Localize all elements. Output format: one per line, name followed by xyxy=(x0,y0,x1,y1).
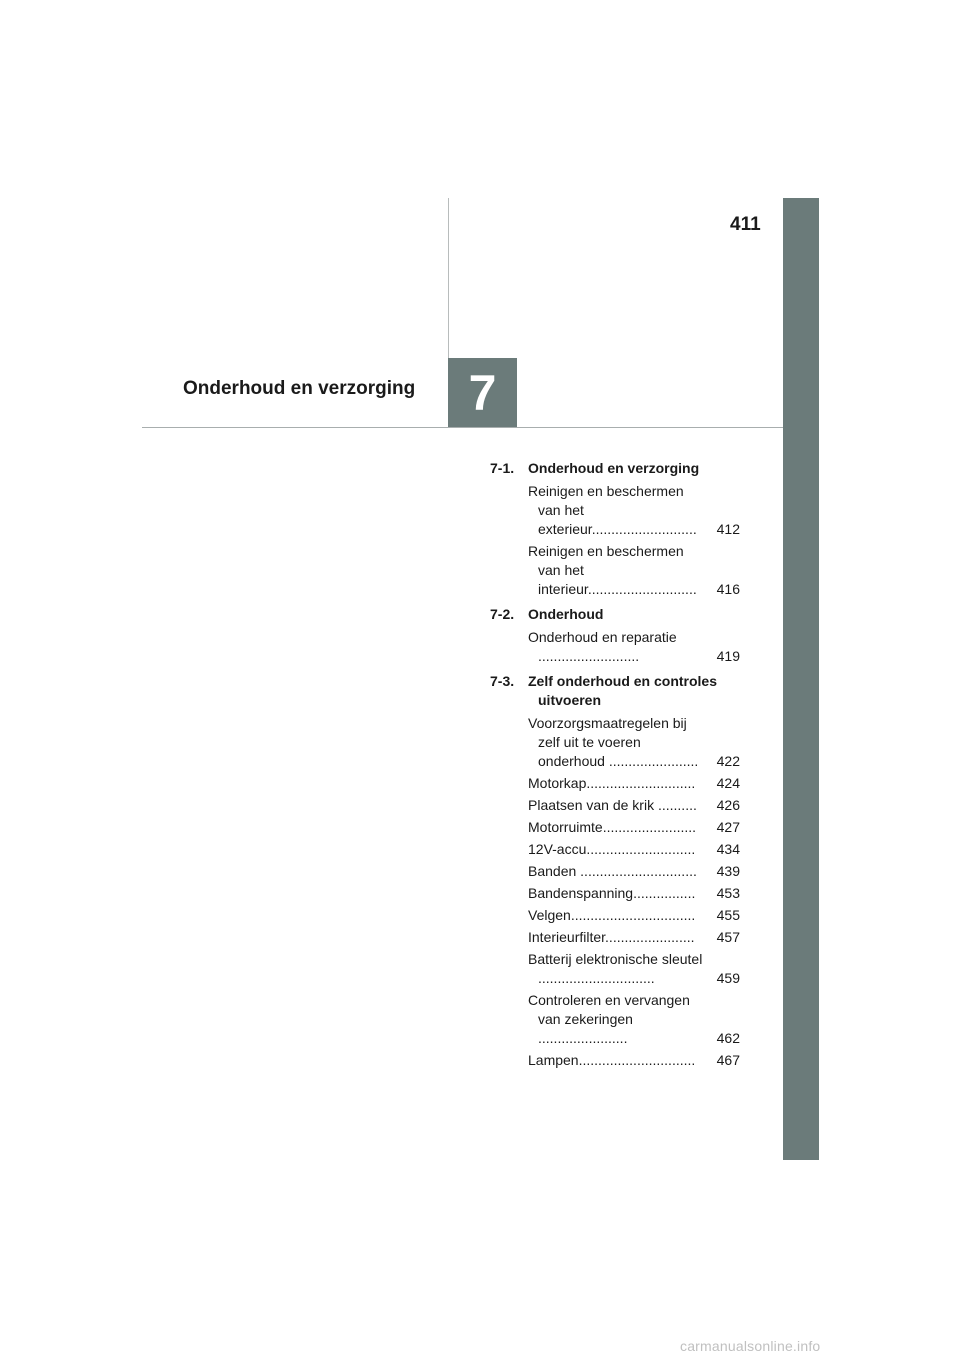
entry-label: Onderhoud en reparatie xyxy=(528,629,677,645)
entry-page: 439 xyxy=(716,863,740,879)
section-heading[interactable] xyxy=(490,459,740,478)
toc-entry[interactable] xyxy=(528,840,740,859)
toc-entry[interactable] xyxy=(528,862,740,881)
entry-label: Controleren en vervangen van zekeringen xyxy=(528,992,690,1027)
section-title: Onderhoud xyxy=(528,606,604,622)
entry-page: 424 xyxy=(716,775,740,791)
section-heading[interactable] xyxy=(490,672,740,710)
table-of-contents xyxy=(490,459,740,1076)
entry-label: Motorruimte xyxy=(528,819,603,835)
entry-page: 457 xyxy=(716,929,740,945)
entry-page: 426 xyxy=(716,797,740,813)
toc-section-7-2 xyxy=(490,605,740,666)
entry-label: Voorzorgsmaatregelen bij zelf uit te voeren onderhoud xyxy=(528,715,687,769)
section-number: 7-1. xyxy=(490,460,515,476)
toc-entry[interactable] xyxy=(528,542,740,599)
page-number: 411 xyxy=(730,214,761,235)
entry-label: Plaatsen van de krik xyxy=(528,797,655,813)
section-number: 7-3. xyxy=(490,673,515,689)
toc-entry[interactable] xyxy=(528,884,740,903)
toc-entry[interactable] xyxy=(528,818,740,837)
entry-label: 12V-accu xyxy=(528,841,587,857)
entry-label: Lampen xyxy=(528,1052,579,1068)
chapter-side-tab xyxy=(783,198,819,1160)
toc-section-7-1 xyxy=(490,459,740,599)
toc-entry[interactable] xyxy=(528,906,740,925)
dot-leader: ............................ xyxy=(586,775,696,791)
dot-leader: .............................. xyxy=(538,970,655,986)
entry-page: 416 xyxy=(716,581,740,597)
chapter-number-box: 7 xyxy=(448,358,517,427)
section-heading[interactable] xyxy=(490,605,740,624)
dot-leader: ........................... xyxy=(591,521,697,537)
watermark: carmanualsonline.info xyxy=(680,1338,821,1354)
dot-leader: ........................ xyxy=(602,819,697,835)
entry-label: Interieurfilter xyxy=(528,929,606,945)
entry-page: 467 xyxy=(716,1052,740,1068)
entry-page: 419 xyxy=(716,648,740,664)
entry-page: 434 xyxy=(716,841,740,857)
dot-leader: .............................. xyxy=(576,863,697,879)
entry-page: 427 xyxy=(716,819,740,835)
entry-page: 422 xyxy=(716,753,740,769)
entry-page: 412 xyxy=(716,521,740,537)
dot-leader: ....................... xyxy=(538,1030,628,1046)
entry-label: Motorkap xyxy=(528,775,587,791)
entry-label: Banden xyxy=(528,863,577,879)
toc-entry[interactable] xyxy=(528,928,740,947)
toc-entry[interactable] xyxy=(528,628,740,666)
dot-leader: .......... xyxy=(654,797,697,813)
vertical-divider xyxy=(448,198,449,358)
dot-leader: ................ xyxy=(633,885,696,901)
section-title: Onderhoud en verzorging xyxy=(528,460,700,476)
horizontal-divider xyxy=(142,427,783,428)
entry-page: 453 xyxy=(716,885,740,901)
dot-leader: ............................ xyxy=(587,581,697,597)
toc-entry[interactable] xyxy=(528,950,740,988)
dot-leader: ....................... xyxy=(604,753,699,769)
entry-label: Reinigen en beschermen van het interieur xyxy=(528,543,684,597)
entry-page: 455 xyxy=(716,907,740,923)
toc-entry[interactable] xyxy=(528,991,740,1048)
section-number: 7-2. xyxy=(490,606,515,622)
toc-entry[interactable] xyxy=(528,796,740,815)
toc-entry[interactable] xyxy=(528,774,740,793)
dot-leader: ................................ xyxy=(570,907,696,923)
dot-leader: .......................... xyxy=(538,648,640,664)
entry-page: 459 xyxy=(716,970,740,986)
entry-label: Bandenspanning xyxy=(528,885,634,901)
toc-entry[interactable] xyxy=(528,1051,740,1070)
toc-section-7-3 xyxy=(490,672,740,1070)
entry-label: Velgen xyxy=(528,907,571,923)
dot-leader: .............................. xyxy=(578,1052,696,1068)
section-title: Zelf onderhoud en controles uitvoeren xyxy=(528,673,718,708)
entry-page: 462 xyxy=(716,1030,740,1046)
dot-leader: ....................... xyxy=(605,929,695,945)
chapter-title: Onderhoud en verzorging xyxy=(183,378,416,399)
toc-entry[interactable] xyxy=(528,482,740,539)
entry-label: Reinigen en beschermen van het exterieur xyxy=(528,483,684,537)
entry-label: Batterij elektronische sleutel xyxy=(528,951,703,967)
dot-leader: ............................ xyxy=(586,841,696,857)
toc-entry[interactable] xyxy=(528,714,740,771)
